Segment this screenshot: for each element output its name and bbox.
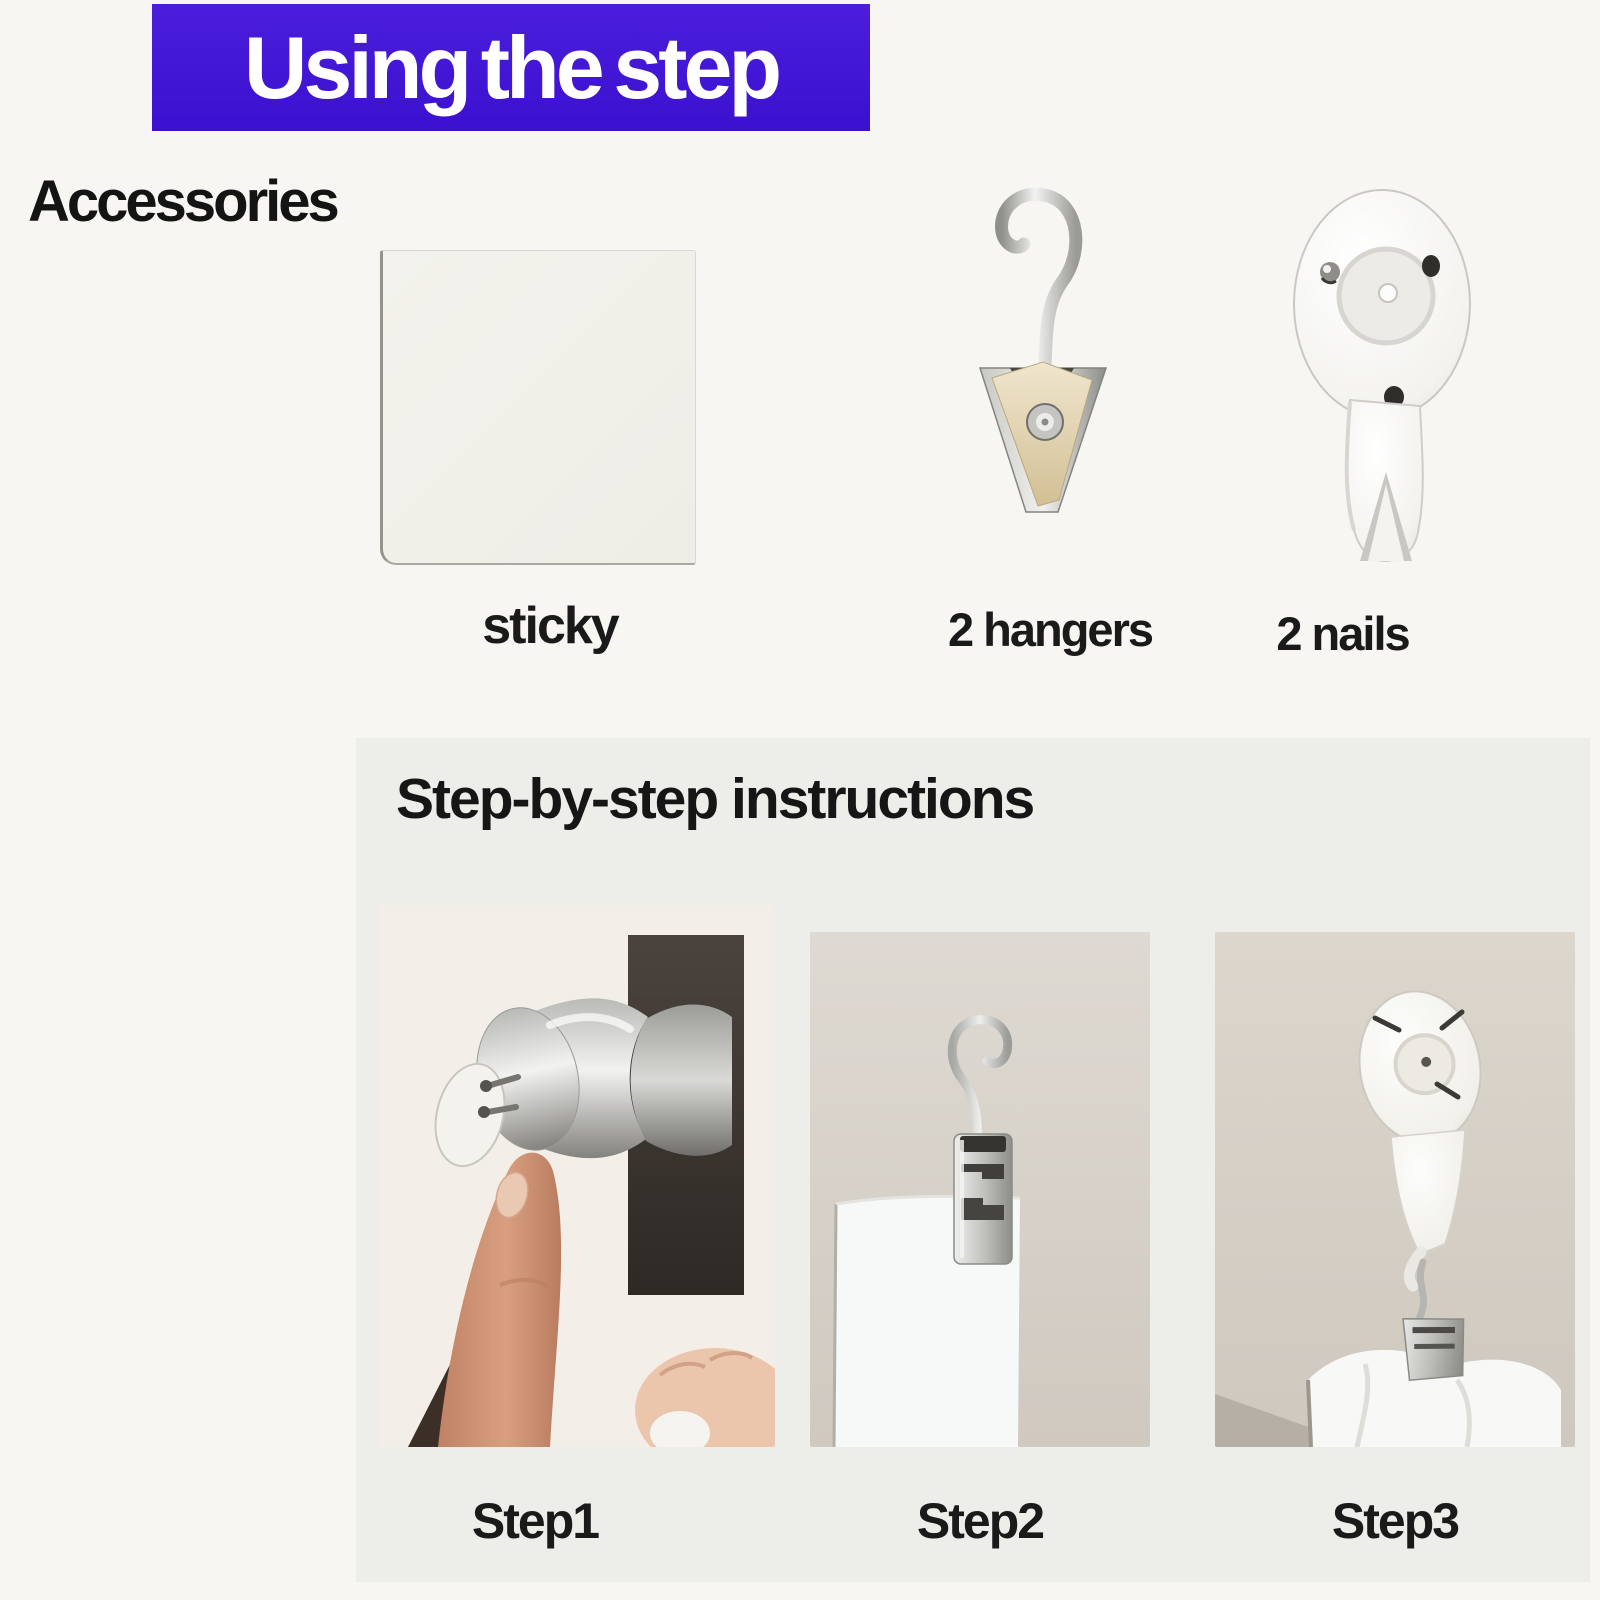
step2-photo-illustration bbox=[810, 932, 1150, 1447]
nail-hook-caption: 2 nails bbox=[1276, 607, 1409, 660]
nail-hook-image bbox=[1288, 162, 1476, 567]
instructions-heading: Step-by-step instructions bbox=[396, 767, 1034, 831]
sticky-pad-image bbox=[380, 250, 696, 565]
step3-caption: Step3 bbox=[1331, 1493, 1459, 1549]
accessories-heading: Accessories bbox=[28, 169, 337, 234]
nail-hook-illustration bbox=[1288, 162, 1476, 567]
step3-photo bbox=[1215, 932, 1575, 1447]
step1-photo-illustration bbox=[380, 905, 775, 1447]
hanger-clip-caption: 2 hangers bbox=[947, 603, 1153, 656]
step3-photo-illustration bbox=[1215, 932, 1575, 1447]
page-title: Using the step bbox=[243, 17, 779, 117]
step2-photo bbox=[810, 932, 1150, 1447]
title-banner bbox=[152, 4, 870, 131]
hanger-clip-illustration bbox=[950, 150, 1135, 575]
step1-caption: Step1 bbox=[471, 1493, 599, 1549]
sticky-pad-caption: sticky bbox=[482, 597, 618, 655]
step1-photo bbox=[380, 905, 775, 1447]
hanger-clip-image bbox=[950, 150, 1135, 575]
step2-caption: Step2 bbox=[916, 1493, 1044, 1549]
instructions-panel bbox=[356, 738, 1590, 1582]
